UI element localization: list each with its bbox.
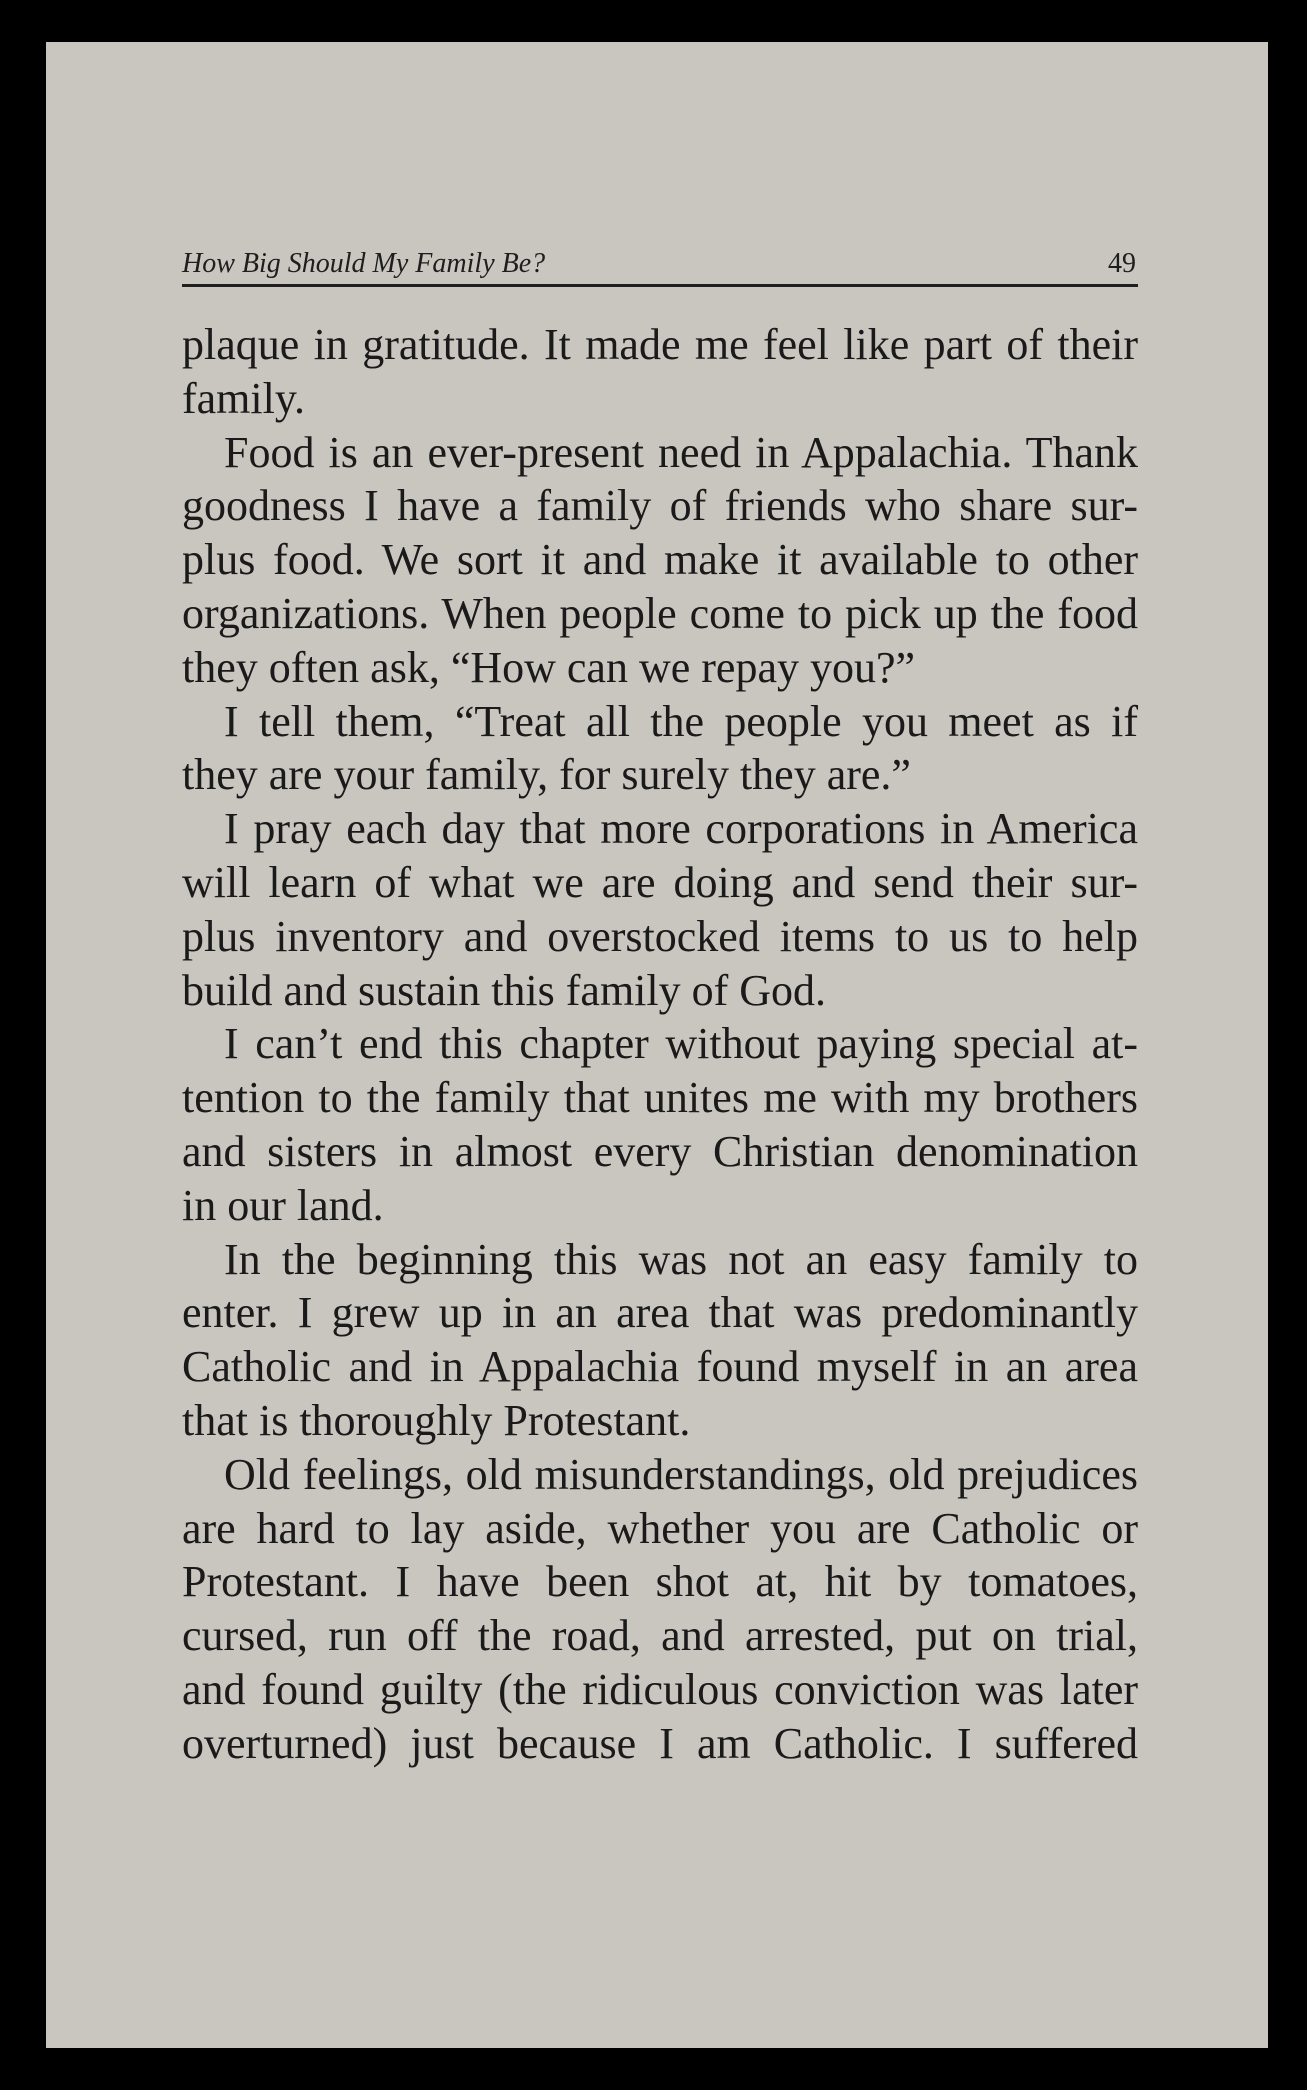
text-line: will learn of what we are doing and send their sur- [182, 857, 1138, 907]
text-line: overturned) just because I am Catholic. I suffered [182, 1718, 1138, 1768]
text-line: enter. I grew up in an area that was predominantly [182, 1288, 1138, 1338]
body-text [182, 318, 1138, 1771]
text-line: Old feelings, old misunderstandings, old prejudices [224, 1449, 1138, 1499]
text-line: Protestant. I have been shot at, hit by tomatoes, [182, 1557, 1138, 1607]
text-line: cursed, run off the road, and arrested, put on trial, [182, 1611, 1138, 1661]
text-line: plus food. We sort it and make it available to other [182, 535, 1138, 585]
text-line: organizations. When people come to pick up the food [182, 588, 1138, 638]
text-line: I tell them, “Treat all the people you meet as if [224, 696, 1138, 746]
text-line: that is thoroughly Protestant. [182, 1395, 691, 1445]
page-number: 49 [1108, 248, 1136, 279]
text-line: build and sustain this family of God. [182, 965, 827, 1015]
text-line: tention to the family that unites me with my brothers [182, 1073, 1138, 1123]
text-line: and sisters in almost every Christian denomination [182, 1126, 1138, 1176]
text-line: are hard to lay aside, whether you are Catholic or [182, 1503, 1138, 1553]
text-line: family. [182, 373, 305, 423]
running-header [182, 246, 1138, 287]
text-line: In the beginning this was not an easy family to [224, 1234, 1138, 1284]
text-line: in our land. [182, 1180, 384, 1230]
text-line: I can’t end this chapter without paying special at- [224, 1019, 1138, 1069]
running-title: How Big Should My Family Be? [182, 248, 546, 279]
text-line: and found guilty (the ridiculous conviction was later [182, 1664, 1138, 1714]
text-line: Catholic and in Appalachia found myself in an area [182, 1342, 1138, 1392]
text-line: plaque in gratitude. It made me feel like part of their [182, 320, 1138, 369]
text-line: they are your family, for surely they are.” [182, 750, 911, 800]
text-line: Food is an ever-present need in Appalachia. Thank [224, 427, 1138, 477]
text-line: they often ask, “How can we repay you?” [182, 642, 916, 692]
text-line: goodness I have a family of friends who share sur- [182, 481, 1138, 531]
text-line: plus inventory and overstocked items to us to help [182, 911, 1138, 961]
text-line: I pray each day that more corporations in America [224, 804, 1138, 854]
